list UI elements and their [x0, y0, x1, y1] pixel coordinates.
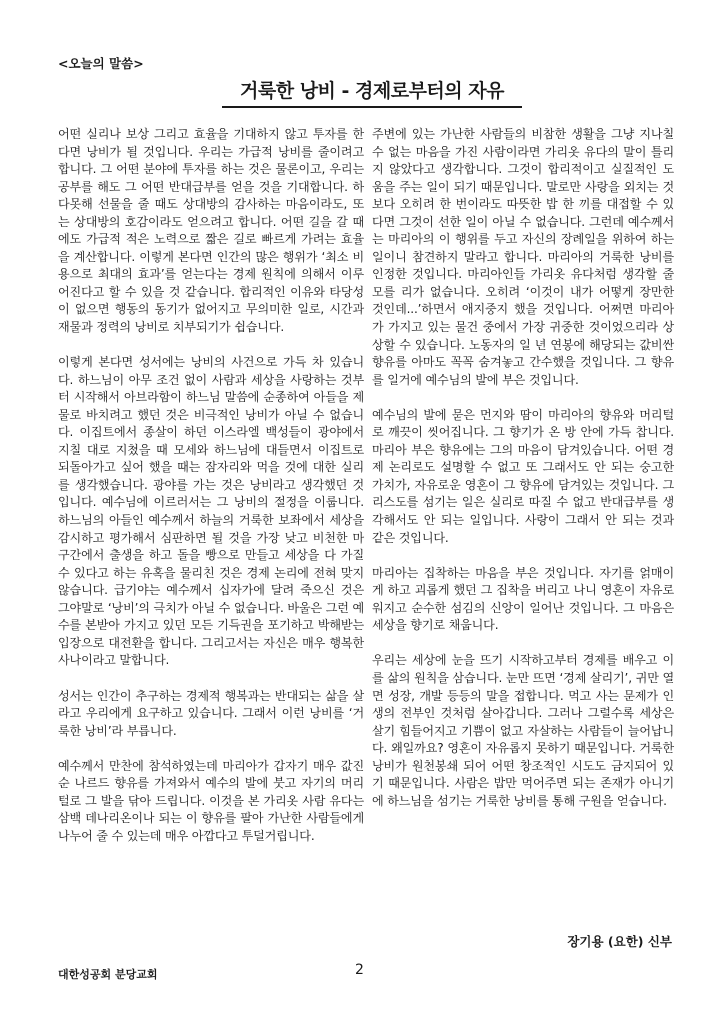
- paragraph: 이렇게 본다면 성서에는 낭비의 사건으로 가득 차 있습니다. 하느님이 아무 조건 없이 사람과 세상을 사랑하는 것부터 시작해서 아브라함이 하느님 말씀에 순종하여 아들을 제물로 바치려고 했던 것은 비극적인 낭비가 아닐 수 없습니다. 이집트에서 종살이 하던 이스라엘 백성들이 광야에서 지칠 대로 지쳤을 때 모세와 하느님에 대들면서 이집트로 되돌아가고 싶어 했을 때는 잠자리와 먹을 것에 대한 실리를 생각했습니다. 광야를 가는 것은 낭비라고 생각했던 것입니다. 예수님에 이르러서는 그 낭비의 절정을 이룹니다. 하느님의 아들인 예수께서 하늘의 거룩한 보좌에서 세상을 감시하고 평가해서 심판하면 될 것을 가장 낮고 비천한 마구간에서 출생을 하고 돌을 빵으로 만들고 세상을 다 가질 수 있다고 하는 유혹을 물리친 것은 경제 논리에 전혀 맞지 않습니다. 급기야는 예수께서 십자가에 달려 죽으신 것은 그야말로 ‘낭비’의 극치가 아닐 수 없습니다. 바울은 그런 예수를 본받아 가지고 있던 모든 기득권을 포기하고 박해받는 입장으로 대전환을 합니다. 그리고서는 자신은 매우 행복한 사나이라고 말합니다.: [58, 355, 364, 668]
- paragraph: 주변에 있는 가난한 사람들의 비참한 생활을 그냥 지나칠 수 없는 마음을 가진 사람이라면 가리옷 유다의 말이 틀리지 않았다고 생각합니다. 그것이 합리적이고 실질적인 도움을 주는 일이 되기 때문입니다. 말로만 사랑을 외치는 것보다 오히려 한 번이라도 따뜻한 밥 한 끼를 대접할 수 있다면 그것이 선한 일이 아닐 수 없습니다. 그런데 예수께서는 마리아의 이 행위를 두고 자신의 장례일을 위하여 하는 일이니 참견하지 말라고 합니다. 마리아의 거룩한 낭비를 인정한 것입니다. 마리아인들 가리옷 유다처럼 생각할 줄 모를 리가 없습니다. 오히려 ‘이것이 내가 어떻게 장만한 것인데...’하면서 애지중지 했을 것입니다. 어쩌면 마리아가 가지고 있는 물건 중에서 가장 귀중한 것이었으리라 상상할 수 있습니다. 노동자의 일 년 연봉에 해당되는 값비싼 향유를 아마도 꼭꼭 숨겨놓고 간수했을 것입니다. 그 향유를 일거에 예수님의 발에 부은 것입니다.: [372, 127, 674, 387]
- paragraph: 예수께서 만찬에 참석하였는데 마리아가 갑자기 매우 값진 순 나르드 향유를 가져와서 예수의 발에 붓고 자기의 머리털로 그 발을 닦아 드립니다. 이것을 본 가리옷 사람 유다는 삼백 데나리온이나 되는 이 향유를 팔아 가난한 사람들에게 나누어 줄 수 있는데 매우 아깝다고 투덜거립니다.: [58, 758, 364, 843]
- paragraph: 우리는 세상에 눈을 뜨기 시작하고부터 경제를 배우고 이를 삶의 원칙을 삼습니다. 눈만 뜨면 ‘경제 살리기’, 귀만 열면 성장, 개발 등등의 말을 접합니다. 먹고 사는 문제가 인생의 전부인 것처럼 살아갑니다. 그러나 그럴수록 세상은 살기 힘들어지고 기쁨이 없고 자살하는 사람들이 늘어납니다. 왜일까요? 영혼이 자유롭지 못하기 때문입니다. 거룩한 낭비가 원천봉쇄 되어 어떤 창조적인 시도도 금지되어 있기 때문입니다. 사람은 밥만 먹어주면 되는 존재가 아니기에 하느님을 섬기는 거룩한 낭비를 통해 구원을 얻습니다.: [372, 653, 674, 808]
- paragraph: 예수님의 발에 묻은 먼지와 땀이 마리아의 향유와 머리털로 깨끗이 씻어집니다. 그 향기가 온 방 안에 가득 찹니다. 마리아 부은 향유에는 그의 마음이 담겨있습니다. 어떤 경제 논리로도 설명할 수 없고 또 그래서도 안 되는 숭고한 가치가, 자유로운 영혼이 그 향유에 담겨있는 것입니다. 그리스도를 섬기는 일은 실리로 따질 수 없고 반대급부를 생각해서도 안 되는 일입니다. 사랑이 그래서 안 되는 것과 같은 것입니다.: [372, 407, 674, 545]
- right-column: [372, 126, 674, 810]
- page-number: 2: [355, 962, 364, 978]
- author-signature: 장기용 (요한) 신부: [567, 934, 672, 949]
- paragraph: 성서는 인간이 추구하는 경제적 행복과는 반대되는 삶을 살라고 우리에게 요구하고 있습니다. 그래서 이런 낭비를 ‘거룩한 낭비’라 부릅니다.: [58, 688, 364, 738]
- church-name: 대한성공회 분당교회: [58, 968, 158, 981]
- left-column: [58, 126, 364, 845]
- sermon-title: 거룩한 낭비 - 경제로부터의 자유: [222, 76, 522, 108]
- section-label: <오늘의 말씀>: [58, 56, 144, 71]
- paragraph: 마리아는 집착하는 마음을 부은 것입니다. 자기를 얽매이게 하고 괴롭게 했던 그 집착을 버리고 나니 영혼이 자유로워지고 순수한 섬김의 신앙이 일어난 것입니다. 그 마음은 세상을 향기로 채웁니다.: [372, 565, 674, 633]
- paragraph: 어떤 실리나 보상 그리고 효율을 기대하지 않고 투자를 한다면 낭비가 될 것입니다. 우리는 가급적 낭비를 줄이려고 합니다. 그 어떤 분야에 투자를 하는 것은 물론이고, 우리는 공부를 해도 그 어떤 반대급부를 얻을 것을 기대합니다. 하다못해 선물을 줄 때도 상대방의 감사하는 마음이라도, 또는 상대방의 호감이라도 얻으려고 합니다. 어떤 길을 갈 때에도 가급적 적은 노력으로 짧은 길로 빠르게 가려는 효율을 계산합니다. 이렇게 본다면 인간의 많은 행위가 ‘최소 비용으로 최대의 효과’를 얻는다는 경제 원칙에 의해서 이루어진다고 할 수 있을 것 같습니다. 합리적인 이유와 타당성이 없으면 행동의 동기가 없어지고 무의미한 일로, 시간과 재물과 정력의 낭비로 치부되기가 쉽습니다.: [58, 127, 364, 335]
